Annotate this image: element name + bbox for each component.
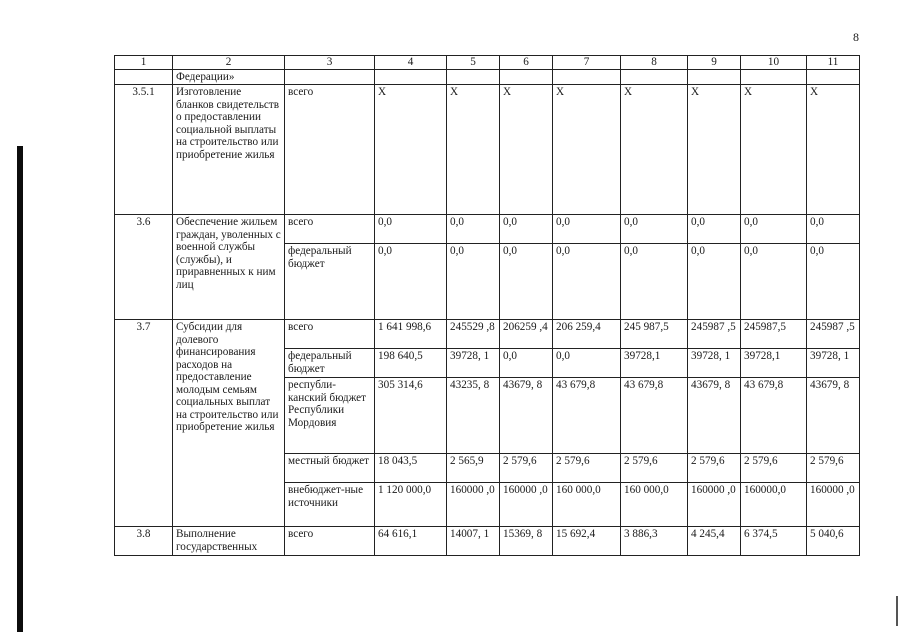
value-cell: X: [447, 85, 500, 215]
value-cell: 43679, 8: [688, 378, 741, 454]
value-cell: [688, 69, 741, 85]
value-cell: 0,0: [553, 215, 621, 244]
value-cell: 0,0: [741, 244, 807, 320]
value-cell: 305 314,6: [375, 378, 447, 454]
value-cell: 0,0: [807, 244, 860, 320]
value-cell: [741, 69, 807, 85]
value-cell: 0,0: [553, 349, 621, 378]
value-cell: 18 043,5: [375, 454, 447, 483]
value-cell: 3 886,3: [621, 527, 688, 556]
header-cell: 2: [173, 56, 285, 70]
header-cell: 5: [447, 56, 500, 70]
value-cell: 64 616,1: [375, 527, 447, 556]
value-cell: 2 579,6: [621, 454, 688, 483]
header-cell: 11: [807, 56, 860, 70]
value-cell: 43679, 8: [500, 378, 553, 454]
name-cell: Обеспечение жильем граждан, уволенных с военной службы (службы), и приравненных к ним лиц: [173, 215, 285, 320]
source-cell: федеральный бюджет: [285, 244, 375, 320]
scan-edge-mark: [896, 596, 898, 626]
table-row: [115, 215, 860, 244]
value-cell: 0,0: [621, 244, 688, 320]
value-cell: 206259 ,4: [500, 320, 553, 349]
page-number: 8: [853, 30, 859, 44]
source-cell: всего: [285, 527, 375, 556]
value-cell: 0,0: [500, 215, 553, 244]
value-cell: 43 679,8: [741, 378, 807, 454]
table-row: [115, 85, 860, 215]
value-cell: 198 640,5: [375, 349, 447, 378]
value-cell: 0,0: [500, 244, 553, 320]
value-cell: 245987,5: [741, 320, 807, 349]
value-cell: 15 692,4: [553, 527, 621, 556]
number-cell: [115, 69, 173, 85]
value-cell: 0,0: [688, 244, 741, 320]
value-cell: 0,0: [807, 215, 860, 244]
value-cell: 43235, 8: [447, 378, 500, 454]
value-cell: X: [688, 85, 741, 215]
value-cell: 160000 ,0: [500, 483, 553, 527]
value-cell: 1 641 998,6: [375, 320, 447, 349]
header-cell: 6: [500, 56, 553, 70]
value-cell: 2 579,6: [500, 454, 553, 483]
source-cell: всего: [285, 320, 375, 349]
value-cell: 0,0: [621, 215, 688, 244]
header-cell: 7: [553, 56, 621, 70]
value-cell: 2 579,6: [688, 454, 741, 483]
value-cell: 1 120 000,0: [375, 483, 447, 527]
value-cell: 0,0: [688, 215, 741, 244]
value-cell: 160 000,0: [621, 483, 688, 527]
header-cell: 8: [621, 56, 688, 70]
value-cell: 0,0: [375, 244, 447, 320]
value-cell: X: [375, 85, 447, 215]
value-cell: 0,0: [741, 215, 807, 244]
budget-table-container: [114, 55, 859, 556]
value-cell: 14007, 1: [447, 527, 500, 556]
value-cell: 43679, 8: [807, 378, 860, 454]
value-cell: 5 040,6: [807, 527, 860, 556]
value-cell: X: [621, 85, 688, 215]
table-row: [115, 527, 860, 556]
value-cell: [807, 69, 860, 85]
value-cell: 160 000,0: [553, 483, 621, 527]
value-cell: X: [553, 85, 621, 215]
value-cell: 160000 ,0: [807, 483, 860, 527]
value-cell: 0,0: [447, 244, 500, 320]
header-cell: 9: [688, 56, 741, 70]
source-cell: всего: [285, 85, 375, 215]
value-cell: 43 679,8: [621, 378, 688, 454]
value-cell: 0,0: [553, 244, 621, 320]
header-cell: 1: [115, 56, 173, 70]
value-cell: [447, 69, 500, 85]
source-cell: федеральный бюджет: [285, 349, 375, 378]
header-row: [115, 56, 860, 70]
name-cell: Федерации»: [173, 69, 285, 85]
header-cell: 4: [375, 56, 447, 70]
value-cell: 245 987,5: [621, 320, 688, 349]
value-cell: [553, 69, 621, 85]
number-cell: 3.8: [115, 527, 173, 556]
value-cell: 39728, 1: [807, 349, 860, 378]
number-cell: 3.5.1: [115, 85, 173, 215]
value-cell: 0,0: [447, 215, 500, 244]
value-cell: [500, 69, 553, 85]
value-cell: 245987 ,5: [807, 320, 860, 349]
header-cell: 10: [741, 56, 807, 70]
budget-table: [114, 55, 860, 556]
value-cell: 0,0: [500, 349, 553, 378]
value-cell: X: [807, 85, 860, 215]
source-cell: внебюджет-ные источники: [285, 483, 375, 527]
header-cell: 3: [285, 56, 375, 70]
source-cell: всего: [285, 215, 375, 244]
source-cell: республи-канский бюджет Республики Мордовия: [285, 378, 375, 454]
source-cell: [285, 69, 375, 85]
value-cell: 2 579,6: [741, 454, 807, 483]
value-cell: 39728,1: [741, 349, 807, 378]
number-cell: 3.6: [115, 215, 173, 320]
source-cell: местный бюджет: [285, 454, 375, 483]
name-cell: Выполнение государственных: [173, 527, 285, 556]
table-row: [115, 320, 860, 349]
value-cell: 39728, 1: [688, 349, 741, 378]
value-cell: 160000,0: [741, 483, 807, 527]
value-cell: [621, 69, 688, 85]
value-cell: 245987 ,5: [688, 320, 741, 349]
number-cell: 3.7: [115, 320, 173, 527]
value-cell: 160000 ,0: [447, 483, 500, 527]
continuation-row: [115, 69, 860, 85]
value-cell: X: [741, 85, 807, 215]
scan-margin-bar: [17, 146, 23, 632]
value-cell: 6 374,5: [741, 527, 807, 556]
value-cell: 4 245,4: [688, 527, 741, 556]
name-cell: Субсидии для долевого финансирования расходов на предоставление молодым семьям социальных выплат на строительство или приобретение жилья: [173, 320, 285, 527]
value-cell: 15369, 8: [500, 527, 553, 556]
value-cell: 39728, 1: [447, 349, 500, 378]
value-cell: 43 679,8: [553, 378, 621, 454]
value-cell: 245529 ,8: [447, 320, 500, 349]
value-cell: 160000 ,0: [688, 483, 741, 527]
value-cell: 2 579,6: [553, 454, 621, 483]
name-cell: Изготовление бланков свидетельств о предоставлении социальной выплаты на строительство или приобретение жилья: [173, 85, 285, 215]
value-cell: 2 579,6: [807, 454, 860, 483]
value-cell: 39728,1: [621, 349, 688, 378]
value-cell: 206 259,4: [553, 320, 621, 349]
value-cell: 2 565,9: [447, 454, 500, 483]
value-cell: X: [500, 85, 553, 215]
value-cell: [375, 69, 447, 85]
value-cell: 0,0: [375, 215, 447, 244]
